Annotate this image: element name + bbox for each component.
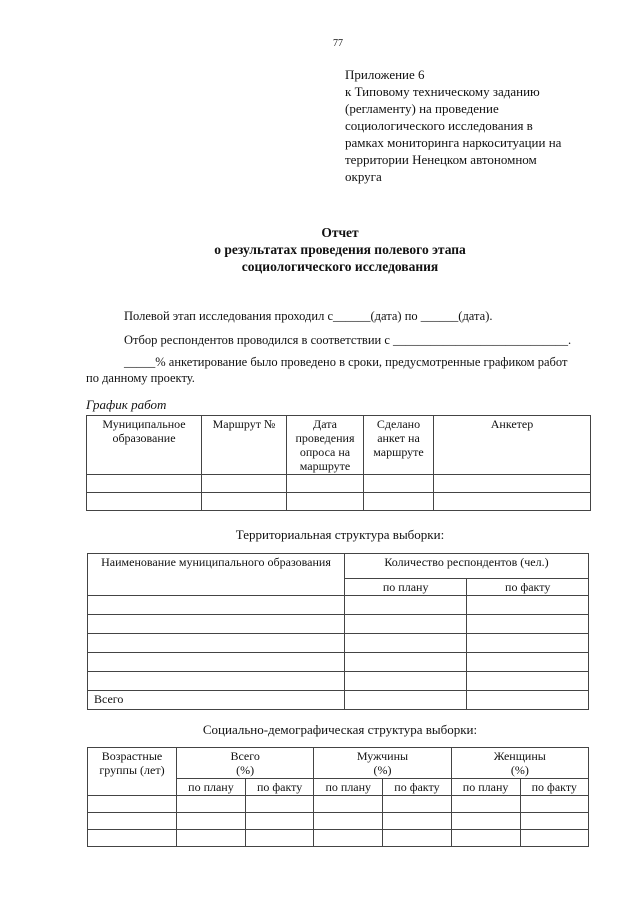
col-date: Дата проведения опроса на маршруте bbox=[287, 416, 364, 475]
table-cell[interactable] bbox=[467, 672, 589, 691]
table-cell[interactable] bbox=[245, 830, 313, 847]
table-row bbox=[88, 796, 589, 813]
table-cell[interactable] bbox=[88, 615, 345, 634]
respondent-selection: Отбор респондентов проводился в соответствии с ____________________________. bbox=[124, 333, 572, 347]
survey-percent: _____% анкетирование было проведено в сроки, предусмотренные графиком работ bbox=[124, 355, 568, 369]
total-label: Всего bbox=[88, 691, 345, 710]
table-row bbox=[88, 653, 589, 672]
appendix-line: к Типовому техническому заданию bbox=[345, 84, 540, 99]
table-row bbox=[87, 475, 591, 493]
table-cell[interactable] bbox=[245, 813, 313, 830]
table-cell[interactable] bbox=[88, 634, 345, 653]
table-header-row bbox=[88, 554, 589, 579]
table-cell[interactable] bbox=[88, 596, 345, 615]
table-cell[interactable] bbox=[314, 813, 383, 830]
table-cell[interactable] bbox=[467, 615, 589, 634]
col-fact: по факту bbox=[467, 579, 589, 596]
col-plan: по плану bbox=[177, 779, 246, 796]
table-row bbox=[88, 830, 589, 847]
title-line: социологического исследования bbox=[241, 259, 439, 274]
table-cell[interactable] bbox=[364, 493, 434, 511]
appendix-line: (регламенту) на проведение bbox=[345, 101, 499, 116]
group-label: Всего bbox=[230, 749, 260, 763]
table-cell[interactable] bbox=[88, 653, 345, 672]
table-cell[interactable] bbox=[314, 830, 383, 847]
table-cell[interactable] bbox=[177, 830, 246, 847]
table-cell[interactable] bbox=[88, 672, 345, 691]
table-header-row bbox=[88, 748, 589, 779]
appendix-note bbox=[345, 66, 605, 185]
field-stage-dates: Полевой этап исследования проходил с______(дата) по ______(дата). bbox=[124, 309, 493, 323]
table-row bbox=[88, 596, 589, 615]
table-cell[interactable] bbox=[245, 796, 313, 813]
table-cell[interactable] bbox=[88, 796, 177, 813]
appendix-line: Приложение 6 bbox=[345, 67, 425, 82]
col-plan: по плану bbox=[314, 779, 383, 796]
table-cell[interactable] bbox=[345, 691, 467, 710]
table-cell[interactable] bbox=[88, 830, 177, 847]
table-cell[interactable] bbox=[345, 672, 467, 691]
table-cell[interactable] bbox=[467, 653, 589, 672]
table-cell[interactable] bbox=[345, 634, 467, 653]
col-route: Маршрут № bbox=[202, 416, 287, 475]
col-age-groups: Возрастные группы (лет) bbox=[88, 748, 177, 796]
table-row bbox=[88, 672, 589, 691]
col-municipality-name: Наименование муниципального образования bbox=[88, 554, 345, 596]
table-cell[interactable] bbox=[451, 813, 520, 830]
table-cell[interactable] bbox=[467, 634, 589, 653]
page-number: 77 bbox=[333, 38, 343, 49]
col-municipality: Муниципальное образование bbox=[87, 416, 202, 475]
table-cell[interactable] bbox=[364, 475, 434, 493]
col-fact: по факту bbox=[245, 779, 313, 796]
col-group-men bbox=[314, 748, 451, 779]
survey-percent-cont: по данному проекту. bbox=[86, 371, 195, 385]
table-cell[interactable] bbox=[383, 830, 451, 847]
appendix-line: социологического исследования в bbox=[345, 118, 533, 133]
schedule-table bbox=[86, 415, 591, 511]
territorial-table bbox=[87, 553, 589, 710]
title-line: о результатах проведения полевого этапа bbox=[214, 242, 466, 257]
table-cell[interactable] bbox=[287, 493, 364, 511]
table-cell[interactable] bbox=[202, 475, 287, 493]
col-plan: по плану bbox=[451, 779, 520, 796]
col-group-total bbox=[177, 748, 314, 779]
total-row bbox=[88, 691, 589, 710]
table-cell[interactable] bbox=[383, 813, 451, 830]
table-cell[interactable] bbox=[467, 596, 589, 615]
col-fact: по факту bbox=[383, 779, 451, 796]
table-cell[interactable] bbox=[87, 493, 202, 511]
table-header-row bbox=[87, 416, 591, 475]
appendix-line: округа bbox=[345, 169, 382, 184]
table-cell[interactable] bbox=[451, 796, 520, 813]
table-row bbox=[87, 493, 591, 511]
table-row bbox=[88, 615, 589, 634]
report-title bbox=[80, 224, 600, 275]
table-cell[interactable] bbox=[451, 830, 520, 847]
table-cell[interactable] bbox=[434, 493, 591, 511]
table-cell[interactable] bbox=[345, 596, 467, 615]
appendix-line: рамках мониторинга наркоситуации на bbox=[345, 135, 562, 150]
group-unit: (%) bbox=[510, 763, 529, 777]
table-cell[interactable] bbox=[314, 796, 383, 813]
schedule-caption: График работ bbox=[86, 397, 167, 412]
group-label: Женщины bbox=[493, 749, 546, 763]
table-row bbox=[88, 634, 589, 653]
table-cell[interactable] bbox=[520, 830, 588, 847]
demographic-table bbox=[87, 747, 589, 847]
group-unit: (%) bbox=[236, 763, 255, 777]
col-plan: по плану bbox=[345, 579, 467, 596]
title-line: Отчет bbox=[321, 225, 359, 240]
table-cell[interactable] bbox=[345, 653, 467, 672]
table-cell[interactable] bbox=[287, 475, 364, 493]
table-cell[interactable] bbox=[177, 796, 246, 813]
appendix-line: территории Ненецком автономном bbox=[345, 152, 537, 167]
table-cell[interactable] bbox=[434, 475, 591, 493]
col-fact: по факту bbox=[520, 779, 588, 796]
table-cell[interactable] bbox=[202, 493, 287, 511]
table-cell[interactable] bbox=[520, 813, 588, 830]
table-row bbox=[88, 813, 589, 830]
table-cell[interactable] bbox=[467, 691, 589, 710]
table-cell[interactable] bbox=[87, 475, 202, 493]
group-unit: (%) bbox=[373, 763, 392, 777]
territorial-caption: Территориальная структура выборки: bbox=[235, 527, 445, 542]
table-cell[interactable] bbox=[520, 796, 588, 813]
group-label: Мужчины bbox=[356, 749, 409, 763]
demographic-caption: Социально-демографическая структура выборки: bbox=[202, 722, 478, 737]
table-cell[interactable] bbox=[383, 796, 451, 813]
col-respondent-count: Количество респондентов (чел.) bbox=[345, 554, 589, 579]
col-group-women bbox=[451, 748, 588, 779]
col-interviewer: Анкетер bbox=[434, 416, 591, 475]
table-cell[interactable] bbox=[177, 813, 246, 830]
col-done: Сделано анкет на маршруте bbox=[364, 416, 434, 475]
table-cell[interactable] bbox=[88, 813, 177, 830]
table-cell[interactable] bbox=[345, 615, 467, 634]
